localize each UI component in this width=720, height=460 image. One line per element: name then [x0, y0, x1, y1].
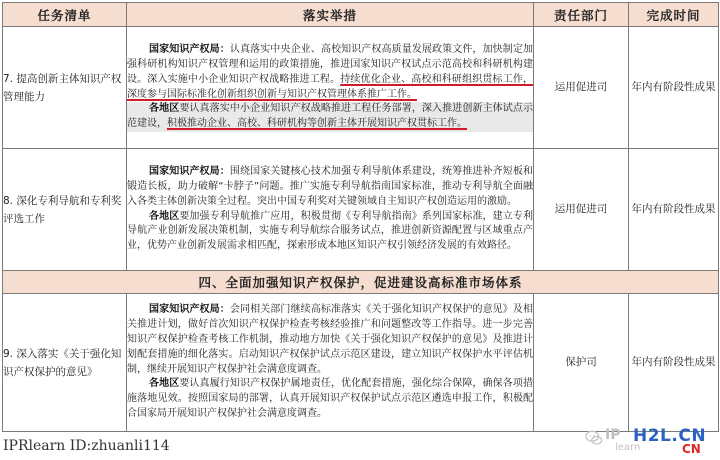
table-row-8 [3, 149, 719, 271]
measures-8 [127, 149, 534, 271]
section-header-row [3, 271, 719, 294]
watermark-brand: H2L.CN [633, 426, 707, 446]
dept-7: 运用促进司 [534, 27, 629, 149]
measures-9-regions-text: 要认真履行知识产权保护属地责任，优化配套措施，强化综合保障，确保各项措施落地见效。按照国家局的部署，认真开展知识产权保护试点示范区遴选申报工作，积极配合国家局开展知识产权保护社会满意度调查。 [127, 378, 534, 419]
measures-7-regions [127, 102, 533, 132]
measures-7 [127, 27, 534, 149]
table-row-7 [3, 27, 719, 149]
wechat-icon [585, 429, 603, 447]
header-measures: 落实举措 [127, 3, 534, 27]
section-title: 四、全面加强知识产权保护，促进建设高标准市场体系 [3, 271, 719, 294]
task-9: 9. 深入落实《关于强化知识产权保护的意见》 [3, 294, 127, 432]
label-national: 国家知识产权局： [149, 44, 230, 56]
time-9: 年内有阶段性成果 [629, 294, 719, 432]
header-task: 任务清单 [3, 3, 127, 27]
measures-9-regions [127, 377, 533, 421]
measures-9-national [127, 303, 533, 377]
label-national: 国家知识产权局： [149, 304, 230, 316]
measures-7-national-text: 认真落实中央企业、高校知识产权高质量发展政策文件，加快制定加强科研机构知识产权管理和运用的政策措施，推进国家知识产权试点示范高校和科研机构建设。深入实施中小企业知识产权战略推进工程。 [127, 44, 534, 85]
label-regions: 各地区 [149, 210, 180, 222]
time-8: 年内有阶段性成果 [629, 149, 719, 271]
table-row-9 [3, 294, 719, 432]
measures-8-national-text: 围绕国家关键核心技术加强专利导航体系建设，统筹推进补齐短板和锻造长板，助力破解“卡脖子”问题。推广实施专利导航指南国家标准，推动专利导航全面融入各类主体创新决策全过程。突出中国专利奖对关键领域自主知识产权创造运用的激励。 [127, 166, 534, 207]
watermark-cn: CN [682, 442, 701, 456]
dept-8: 运用促进司 [534, 149, 629, 271]
watermark-ip: IP [605, 427, 621, 443]
task-7: 7. 提高创新主体知识产权管理能力 [3, 27, 127, 149]
label-regions: 各地区 [149, 103, 180, 115]
measures-8-regions-text: 要加强专利导航推广应用，积极贯彻《专利导航指南》系列国家标准，建立专利导航产业创新发展决策机制，实施专利导航综合服务试点，推进创新资源配置与区域重点产业，优势产业创新发展需求相匹配，探索形成本地区知识产权引领经济发展的有效路径。 [127, 210, 534, 252]
measures-8-national [127, 165, 533, 209]
header-time: 完成时间 [629, 3, 719, 27]
header-dept: 责任部门 [534, 3, 629, 27]
task-table [2, 2, 719, 432]
dept-9: 保护司 [534, 294, 629, 432]
measures-8-regions [127, 210, 533, 254]
table-header-row [3, 3, 719, 27]
measures-9-national-text: 会同相关部门继续高标准落实《关于强化知识产权保护的意见》及相关推进计划，做好首次知识产权保护检查考核经验推广和问题整改等工作指导。进一步完善知识产权保护检查考核工作机制，推动地方加快《关于强化知识产权保护的意见》及推进计划配套措施的细化落实。启动知识产权保护试点示范区建设，建立知识产权保护水平评估机制，继续开展知识产权保护社会满意度调查。 [127, 304, 534, 375]
footer-id: IPRlearn ID:zhuanli114 [3, 438, 170, 454]
measures-7-national [127, 43, 533, 102]
underlined-text: 积极推动企业、高校、科研机构等创新主体开展知识产权贯标工作。 [167, 118, 467, 130]
label-regions: 各地区 [149, 378, 180, 390]
time-7: 年内有阶段性成果 [629, 27, 719, 149]
underlined-text: 持续优化企业、高校和科研组织贯标工作，深度参与国际标准化创新组织创新与知识产权管理体系推广工作。 [127, 73, 534, 100]
label-national: 国家知识产权局： [149, 166, 230, 178]
watermark-logo [583, 420, 718, 458]
measures-7-regions-text: 要认真落实中小企业知识产权战略推进工程任务部署，深入推进创新主体试点示范建设， [127, 103, 534, 130]
watermark-learn: learn [615, 442, 641, 453]
measures-9 [127, 294, 534, 432]
task-8: 8. 深化专利导航和专利奖评选工作 [3, 149, 127, 271]
